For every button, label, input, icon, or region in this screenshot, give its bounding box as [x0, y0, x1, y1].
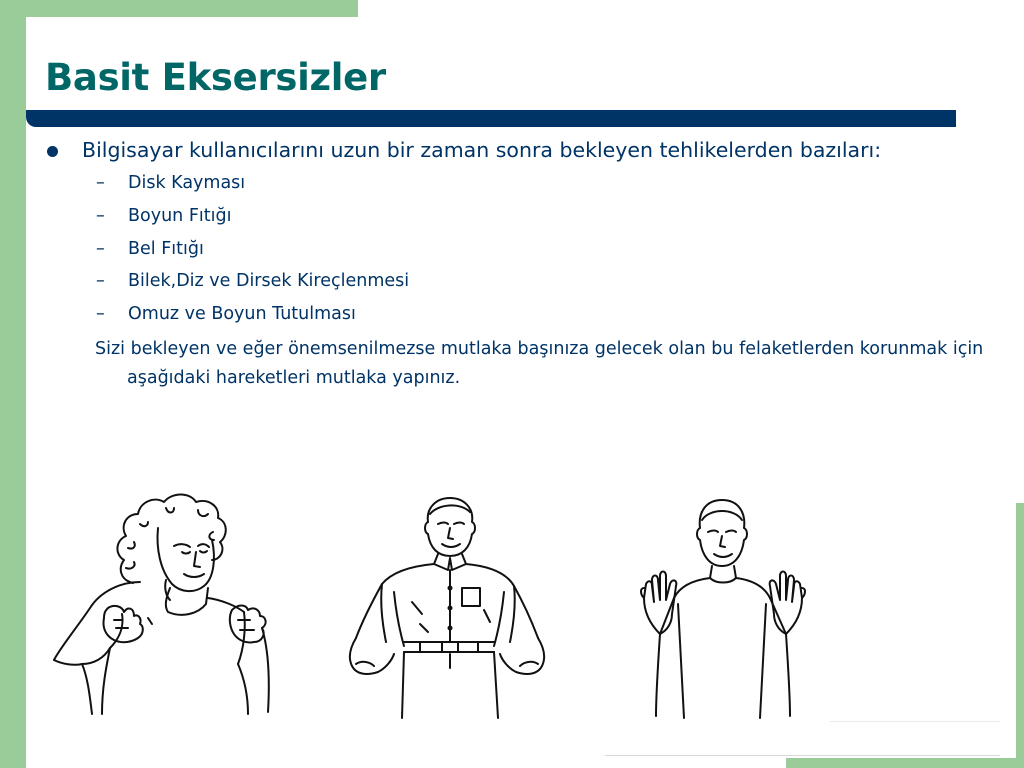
exercise-figure-fists-illustration — [48, 488, 278, 720]
bullet-dot-icon — [47, 146, 58, 157]
right-green-bar — [1016, 503, 1024, 768]
exercise-figure-hands-raised-illustration — [636, 494, 812, 720]
slide-title: Basit Eksersizler — [45, 56, 386, 99]
dash-icon: – — [96, 173, 105, 193]
sub-item-text: Bel Fıtığı — [128, 239, 204, 259]
main-bullet-text: Bilgisayar kullanıcılarını uzun bir zaman sonra bekleyen tehlikelerden bazıları: — [82, 138, 882, 162]
instruction-note: Sizi bekleyen ve eğer önemsenilmezse mutlaka başınıza gelecek olan bu felaketlerden korunmak için aşağıdaki hareketleri mutlaka yapınız. — [95, 339, 984, 388]
dash-icon: – — [96, 304, 105, 324]
sub-item-text: Omuz ve Boyun Tutulması — [128, 304, 356, 324]
sub-item-text: Disk Kayması — [128, 173, 246, 193]
divider-line — [830, 721, 1000, 722]
sub-item-text: Boyun Fıtığı — [128, 206, 232, 226]
dash-icon: – — [96, 206, 105, 226]
title-underline-bar — [26, 110, 956, 127]
top-green-bar — [0, 0, 358, 17]
bottom-green-bar — [786, 758, 1024, 768]
sub-item-text: Bilek,Diz ve Dirsek Kireçlenmesi — [128, 271, 410, 291]
dash-icon: – — [96, 271, 105, 291]
divider-line — [605, 755, 1000, 756]
exercise-figure-shirt-illustration — [342, 492, 552, 720]
left-green-bar — [0, 0, 26, 768]
dash-icon: – — [96, 239, 105, 259]
